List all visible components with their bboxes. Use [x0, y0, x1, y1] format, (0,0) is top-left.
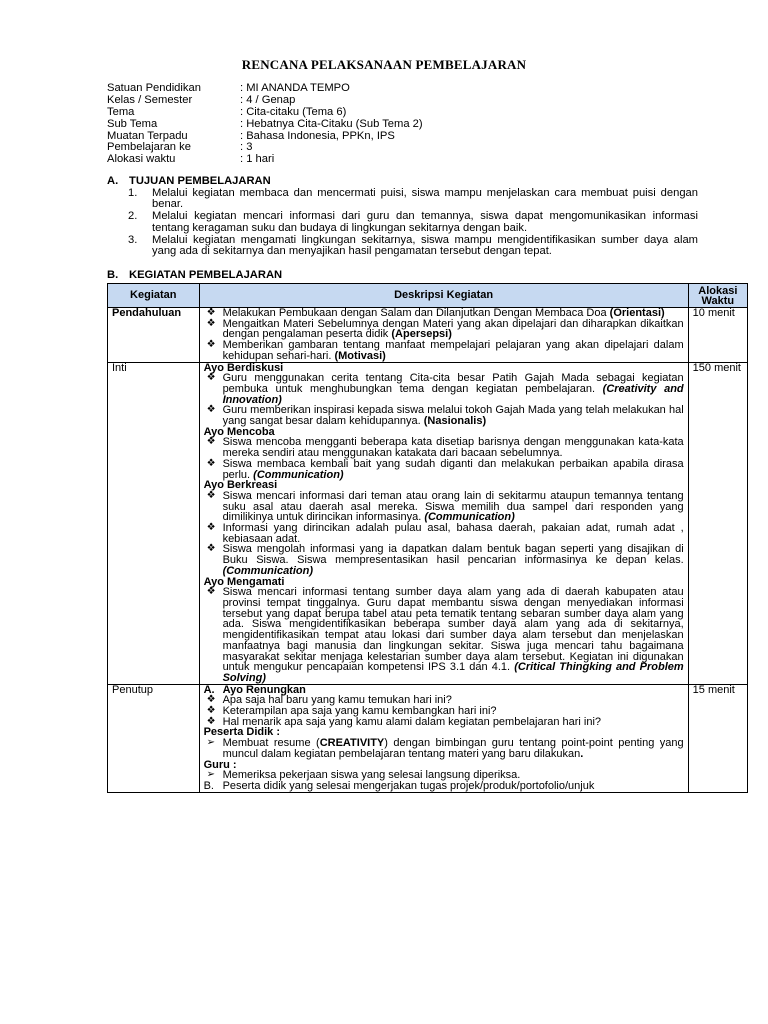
activities-table: [107, 283, 748, 793]
diamond-bullet-icon: ❖: [206, 457, 216, 469]
phase-description: [199, 684, 688, 792]
identity-label: Sub Tema: [107, 117, 158, 130]
identity-label: Alokasi waktu: [107, 153, 176, 166]
objective-item: [128, 188, 698, 210]
identity-value: : 1 hari: [240, 153, 275, 166]
identity-value: : 4 / Genap: [240, 93, 296, 106]
list-item: [204, 587, 684, 683]
item-tag: (Motivasi): [334, 349, 386, 362]
item-tag: (Nasionalis): [423, 415, 487, 428]
identity-row: [107, 142, 667, 154]
item-text: .: [580, 747, 584, 760]
diamond-bullet-icon: ❖: [206, 339, 216, 351]
item-tag: (Critical Thingking and Problem Solving): [222, 661, 684, 684]
diamond-bullet-icon: ❖: [206, 372, 216, 384]
diamond-bullet-icon: ❖: [206, 715, 216, 727]
item-text: Memeriksa pekerjaan siswa yang selesai langsung diperiksa.: [222, 769, 521, 782]
list-item: [204, 491, 684, 523]
item-text: Informasi yang dirincikan adalah pulau asal, bahasa daerah, pakaian adat, rumah adat , kebiasaan adat.: [222, 522, 684, 545]
identity-label: Pembelajaran ke: [107, 141, 191, 154]
item-text: Guru menggunakan cerita tentang Cita-cita besar Patih Gajah Mada sebagai kegiatan pembuka untuk menghubungkan tema dengan kegiatan pembelajaran.: [222, 372, 684, 395]
list-item: [204, 781, 684, 792]
objective-number: 2.: [128, 210, 138, 223]
diamond-bullet-icon: ❖: [206, 586, 216, 598]
identity-label: Satuan Pendidikan: [107, 82, 201, 94]
item-text: Apa saja hal baru yang kamu temukan hari ini?: [222, 694, 452, 707]
phase-name: Inti: [108, 362, 200, 684]
item-text: Siswa membaca kembali bait yang sudah diganti dan melakukan perbaikan apabila dirasa perlu.: [222, 457, 684, 481]
arrow-bullet-icon: ➢: [206, 769, 215, 781]
item-tag: (Communication): [222, 564, 314, 577]
identity-row: [107, 119, 667, 131]
diamond-bullet-icon: ❖: [206, 522, 216, 534]
diamond-bullet-icon: ❖: [206, 436, 216, 448]
table-row-inti: [108, 362, 748, 684]
identity-label: Kelas / Semester: [107, 93, 193, 106]
phase-name: Penutup: [108, 684, 200, 792]
diamond-bullet-icon: ❖: [206, 489, 216, 501]
list-item: [204, 405, 684, 426]
arrow-bullet-icon: ➢: [206, 737, 215, 749]
section-a-title: TUJUAN PEMBELAJARAN: [129, 175, 271, 187]
document-title: RENCANA PELAKSANAAN PEMBELAJARAN: [241, 57, 527, 72]
table-row-pendahuluan: [108, 308, 748, 363]
identity-value: : Hebatnya Cita-Citaku (Sub Tema 2): [240, 117, 423, 130]
identity-row: [107, 154, 667, 166]
objective-number: 3.: [128, 233, 138, 246]
list-item: [204, 717, 684, 728]
item-tag: (Creativity and Innovation): [222, 382, 684, 406]
phase-name: Pendahuluan: [108, 308, 200, 363]
phase-description: [199, 308, 688, 363]
objective-text: Melalui kegiatan membaca dan mencermati puisi, siswa mampu menjelaskan cara membuat puisi dengan benar.: [152, 187, 698, 211]
subheading: Guru :: [203, 758, 237, 771]
header-deskripsi: Deskripsi Kegiatan: [199, 284, 688, 308]
objective-text: Melalui kegiatan mengamati lingkungan sekitarnya, siswa mampu mengidentifikasikan sumber daya alam yang ada di sekitarnya dan menyajikan hasil pengamatan tersebut dengan tepat.: [152, 233, 698, 258]
list-item: [204, 319, 684, 340]
section-a-heading: [107, 175, 271, 187]
subheading: Ayo Berdiskusi: [203, 361, 284, 374]
item-tag: (Apersepsi): [391, 328, 452, 341]
phase-time: 15 menit: [688, 684, 747, 792]
section-b-heading: [107, 269, 282, 281]
diamond-bullet-icon: ❖: [206, 694, 216, 706]
section-b-number: B.: [107, 269, 119, 281]
phase-time: 10 menit: [688, 308, 747, 363]
identity-row: [107, 95, 667, 107]
subheading-text: Ayo Renungkan: [222, 683, 306, 696]
list-item: [204, 738, 684, 759]
objectives-list: [128, 188, 698, 258]
objective-number: 1.: [128, 187, 138, 199]
item-text: ) dengan bimbingan guru tentang point-point penting yang muncul dalam kegiatan pembelajaran tentang materi yang baru dilakukan: [222, 737, 684, 760]
subheading: Ayo Berkreasi: [203, 479, 278, 492]
subheading: Ayo Mengamati: [203, 575, 285, 588]
list-letter: A.: [203, 683, 215, 696]
item-text: Keterampilan apa saja yang kamu kembangkan hari ini?: [222, 705, 497, 718]
item-text: Membuat resume (: [222, 737, 320, 750]
identity-value: : MI ANANDA TEMPO: [240, 82, 350, 94]
item-text: Melakukan Pembukaan dengan Salam dan Dilanjutkan Dengan Membaca Doa: [222, 307, 607, 319]
identity-block: [107, 83, 667, 166]
list-item: [204, 373, 684, 405]
identity-label: Tema: [107, 105, 135, 118]
identity-value: : Bahasa Indonesia, PPKn, IPS: [240, 129, 395, 142]
table-row-penutup: [108, 684, 748, 792]
diamond-bullet-icon: ❖: [206, 404, 216, 416]
item-text: Siswa mencoba mengganti beberapa kata disetiap barisnya dengan menggunakan kata-kata mereka sendiri atau menggunakan katakata dari bacaan sebelumnya.: [222, 436, 684, 460]
table-header-row: [108, 284, 748, 308]
diamond-bullet-icon: ❖: [206, 543, 216, 555]
list-letter: B.: [203, 779, 214, 792]
identity-value: : 3: [240, 141, 253, 154]
phase-time: 150 menit: [688, 362, 747, 684]
item-text: Siswa mencari informasi tentang sumber daya alam yang ada di daerah kabupaten atau provinsi tempat tinggalnya. Guru dapat membantu siswa dengan menyediakan informasi tersebut yang dapat berupa tabel atau peta tematik tentang sebaran sumber daya alam yang ada. Siswa mengidentifikasikan beberapa sumber daya alam yang ada di sekitarnya, mengidentifikasikan tempat atau lokasi dari sumber daya alam tersebut dan menjelaskan manfaatnya bagi manusia dan lingkungan sekitar. Siswa juga mencari tahu bagaimana masyarakat sekitar menjaga kelestarian sumber daya alam tersebut. Kegiatan ini digunakan untuk mengukur pencapaian kompetensi IPS 3.1 dan 4.1.: [222, 586, 684, 674]
item-tag: (Orientasi): [609, 307, 665, 319]
subheading: Ayo Mencoba: [203, 425, 275, 438]
section-b-title: KEGIATAN PEMBELAJARAN: [129, 269, 283, 281]
list-item: [204, 340, 684, 361]
item-tag: (Communication): [253, 468, 344, 481]
identity-value: : Cita-citaku (Tema 6): [240, 105, 347, 118]
item-text: Memberikan gambaran tentang manfaat mempelajari pelajaran yang akan dipelajari dalam kehidupan sehari-hari.: [222, 339, 684, 362]
item-text: Siswa mencari informasi dari teman atau orang lain di sekitarmu ataupun temannya tentang suku asal atau daerah asal mereka. Siswa memilih dua sampel dari responden yang dimilikinya untuk dirincikan informasinya.: [222, 489, 684, 524]
list-item: [204, 437, 684, 458]
diamond-bullet-icon: ❖: [206, 705, 216, 717]
diamond-bullet-icon: ❖: [206, 307, 216, 318]
list-item: [204, 523, 684, 544]
header-kegiatan: Kegiatan: [108, 284, 200, 308]
item-text: Mengaitkan Materi Sebelumnya dengan Materi yang akan dipelajari dan diharapkan dikaitkan dengan pengalaman peserta didik: [222, 317, 684, 341]
item-text: Guru memberikan inspirasi kepada siswa melalui tokoh Gajah Mada yang telah melakukan hal yang sangat besar dalam kehidupannya.: [222, 404, 684, 428]
item-tag: CREATIVITY: [319, 737, 385, 750]
identity-row: [107, 131, 667, 143]
section-a-number: A.: [107, 175, 119, 187]
list-item: [204, 459, 684, 480]
item-text: Siswa mengolah informasi yang ia dapatkan dalam bentuk bagan seperti yang disajikan di Buku Siswa. Siswa mempresentasikan hasil pencarian informasinya ke depan kelas.: [222, 543, 684, 567]
phase-description: [199, 362, 688, 684]
header-alokasi: Alokasi Waktu: [688, 284, 747, 308]
list-item: [204, 544, 684, 576]
objective-item: [128, 211, 698, 233]
objective-text: Melalui kegiatan mencari informasi dari guru dan temannya, siswa dapat mengomunikasikan informasi tentang keragaman suku dan budaya di lingkungan sekitarnya dengan baik.: [152, 210, 698, 234]
objective-item: [128, 235, 698, 257]
subheading: Peserta Didik :: [203, 726, 280, 739]
identity-row: [107, 107, 667, 119]
item-tag: (Communication): [424, 511, 515, 524]
identity-label: Muatan Terpadu: [107, 129, 188, 142]
diamond-bullet-icon: ❖: [206, 317, 216, 329]
item-text: Peserta didik yang selesai mengerjakan tugas projek/produk/portofolio/unjuk: [222, 779, 595, 792]
item-text: Hal menarik apa saja yang kamu alami dalam kegiatan pembelajaran hari ini?: [222, 715, 602, 728]
